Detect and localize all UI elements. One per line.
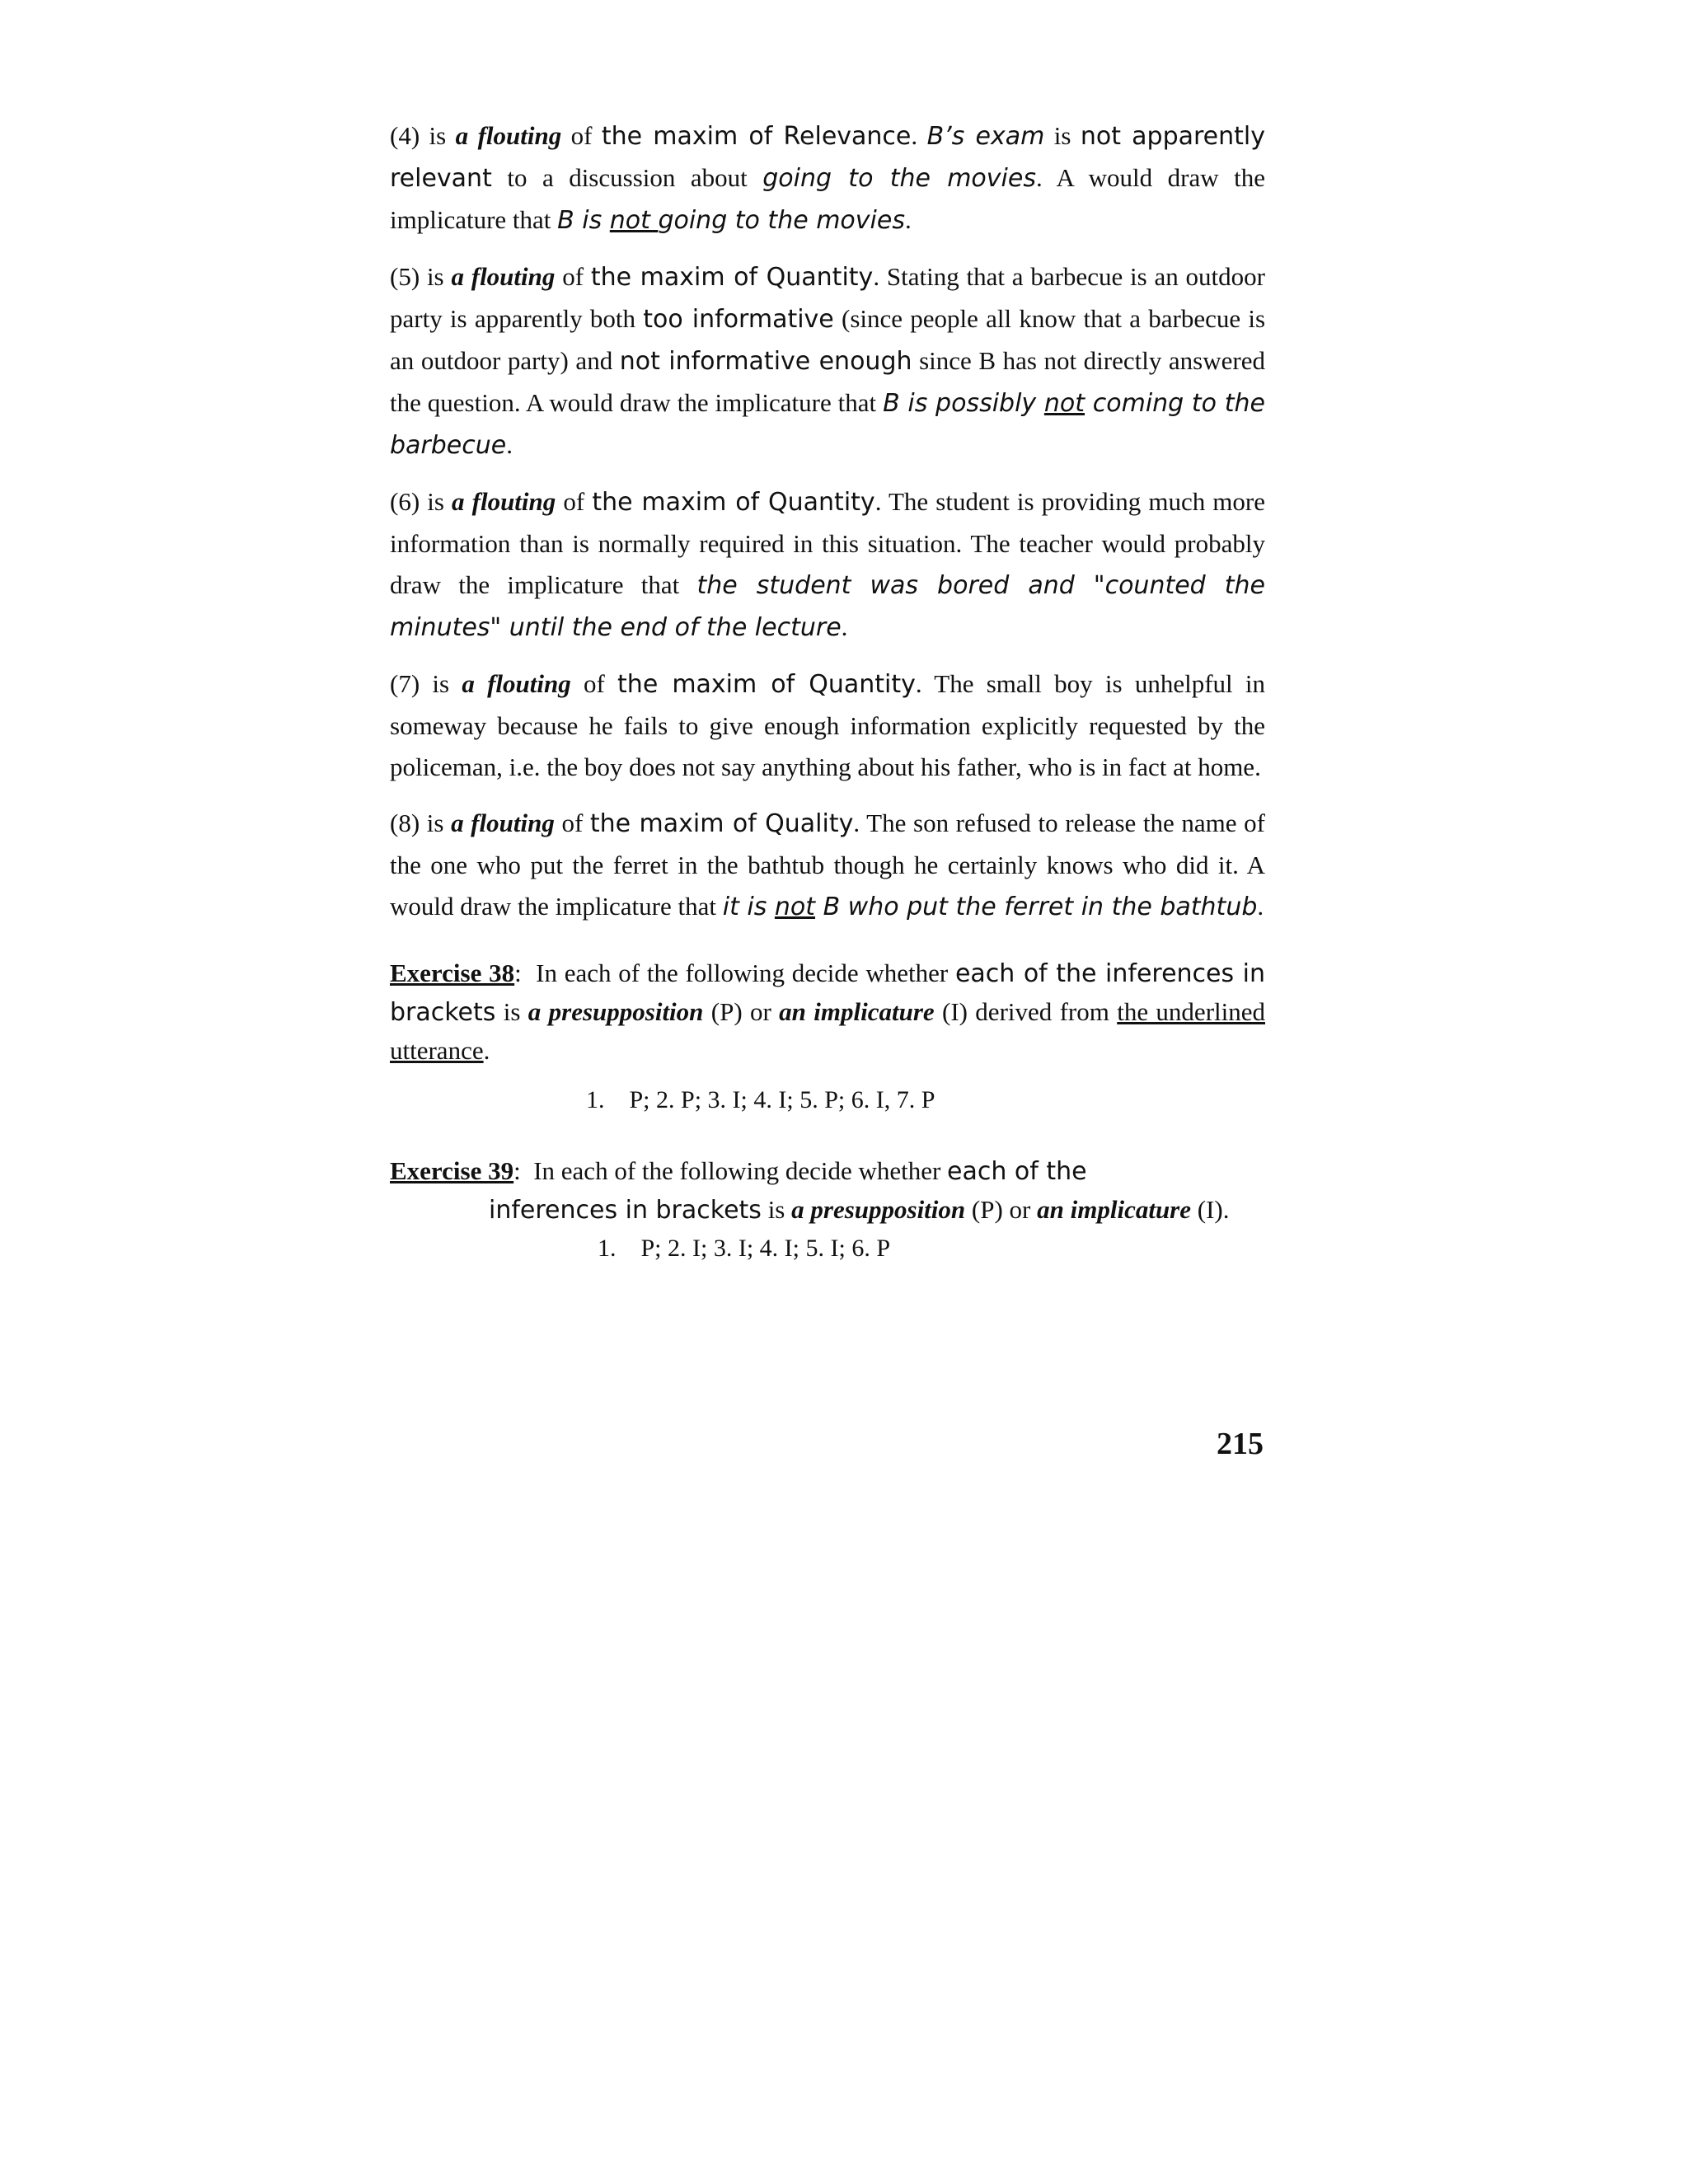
emphasis: inferences in brackets bbox=[489, 1196, 762, 1225]
text: of bbox=[556, 487, 593, 516]
item-number: (4) is bbox=[390, 121, 456, 150]
text: In each of the following decide whether bbox=[520, 1156, 948, 1185]
page-body bbox=[390, 115, 1265, 1268]
text: . bbox=[506, 430, 513, 459]
text: Exercise bbox=[390, 1156, 489, 1185]
flouting-term: a flouting bbox=[455, 121, 562, 150]
exercise-38-answers: 1. P; 2. P; 3. I; 4. I; 5. P; 6. I, 7. P bbox=[586, 1086, 935, 1113]
text: : bbox=[514, 958, 522, 987]
text: Exercise bbox=[390, 958, 490, 987]
implicature: the student was bored and "counted the minutes" until the end of the lecture bbox=[390, 571, 1265, 642]
flouting-term: a flouting bbox=[452, 487, 556, 516]
emphasis: not informative enough bbox=[619, 347, 912, 376]
maxim-name: the maxim of Quantity bbox=[617, 670, 916, 699]
implicature: B who put the ferret in the bathtub bbox=[815, 893, 1258, 921]
exercise-number: 38 bbox=[489, 958, 515, 987]
maxim-name: the maxim of Quantity bbox=[590, 263, 874, 292]
text: (P) or bbox=[703, 997, 780, 1026]
emphasis: too informative bbox=[643, 305, 834, 334]
text: : bbox=[513, 1156, 521, 1185]
text: of bbox=[555, 262, 591, 291]
flouting-term: a flouting bbox=[462, 669, 571, 698]
text: is bbox=[1044, 121, 1081, 150]
implicature: it is bbox=[722, 893, 775, 921]
exercise-number: 39 bbox=[488, 1156, 514, 1185]
text: (I). bbox=[1191, 1195, 1230, 1224]
implicature-negation: not bbox=[1043, 389, 1085, 418]
text: is bbox=[761, 1195, 792, 1224]
text: . bbox=[1257, 892, 1264, 921]
emphasis: each of the bbox=[947, 1157, 1087, 1186]
implicature: coming to the barbecue bbox=[390, 389, 1265, 460]
text: of bbox=[570, 669, 618, 698]
paragraph-8 bbox=[390, 803, 1265, 928]
underlined-term: the underlined utterance bbox=[390, 997, 1266, 1065]
page-number: 215 bbox=[1217, 1427, 1264, 1461]
flouting-term: a flouting bbox=[451, 262, 556, 291]
text: . A would draw the implicature that bbox=[390, 163, 1265, 234]
text: to a discussion about bbox=[491, 163, 763, 192]
emphasis: not apparently relevant bbox=[390, 122, 1266, 193]
text: (since people all know that a barbecue is an outdoor party) and bbox=[390, 304, 1266, 375]
maxim-name: the maxim of Quality bbox=[589, 809, 854, 838]
maxim-name: the maxim of Quantity bbox=[592, 488, 875, 517]
exercise-38 bbox=[390, 954, 1265, 1119]
paragraph-4 bbox=[390, 115, 1265, 241]
paragraph-5 bbox=[390, 256, 1265, 466]
item-number: (5) is bbox=[390, 262, 452, 291]
text: of bbox=[554, 808, 590, 837]
text: . bbox=[904, 205, 912, 234]
paragraph-7 bbox=[390, 663, 1265, 788]
item-number: (8) is bbox=[390, 808, 452, 837]
emphasis: B’s exam bbox=[926, 122, 1045, 151]
implicature-negation: not bbox=[609, 206, 659, 235]
item-number: (7) is bbox=[390, 669, 462, 698]
text: In each of the following decide whether bbox=[521, 958, 955, 987]
text: (P) or bbox=[965, 1195, 1038, 1224]
exercise-39-answers: 1. P; 2. I; 3. I; 4. I; 5. I; 6. P bbox=[598, 1235, 891, 1262]
emphasis: each of the inferences in brackets bbox=[390, 959, 1265, 1027]
text: . The student is providing much more information than is normally required in this situation. The teacher would probably draw the implicature that bbox=[390, 487, 1266, 599]
text: since B has not directly answered the question. A would draw the implicature that bbox=[390, 346, 1265, 417]
text: . bbox=[483, 1036, 490, 1065]
text: of bbox=[561, 121, 602, 150]
text: is bbox=[495, 997, 528, 1026]
presupposition-term: a presupposition bbox=[791, 1195, 966, 1224]
text: (I) derived from bbox=[934, 997, 1118, 1026]
implicature: B is bbox=[557, 206, 610, 235]
text: . Stating that a barbecue is an outdoor party is apparently both bbox=[390, 262, 1265, 333]
maxim-name: the maxim of Relevance bbox=[601, 122, 912, 151]
presupposition-term: a presupposition bbox=[528, 997, 704, 1026]
exercise-39 bbox=[390, 1152, 1265, 1268]
implicature: going to the movies bbox=[658, 206, 905, 235]
text: . The small boy is unhelpful in someway because he fails to give enough information explicitly requested by the policeman, i.e. the boy does not say anything about his father, who is in fact at home. bbox=[390, 669, 1265, 781]
text: . The son refused to release the name of the one who put the ferret in the bathtub though he certainly knows who did it. A would draw the implicature that bbox=[390, 808, 1265, 921]
text: . bbox=[911, 121, 927, 150]
emphasis: going to the movies bbox=[762, 164, 1036, 193]
item-number: (6) is bbox=[390, 487, 452, 516]
implicature-term: an implicature bbox=[779, 997, 935, 1026]
implicature-term: an implicature bbox=[1037, 1195, 1192, 1224]
exercise-38-instructions bbox=[390, 954, 1265, 1070]
paragraph-6 bbox=[390, 481, 1265, 649]
implicature-negation: not bbox=[774, 893, 816, 921]
exercise-39-instructions bbox=[390, 1152, 1265, 1191]
implicature: B is possibly bbox=[883, 389, 1044, 418]
text: . bbox=[841, 612, 848, 641]
flouting-term: a flouting bbox=[451, 808, 555, 837]
exercise-39-label bbox=[390, 1156, 513, 1185]
exercise-39-continuation bbox=[390, 1191, 1265, 1230]
exercise-38-label bbox=[390, 958, 514, 987]
